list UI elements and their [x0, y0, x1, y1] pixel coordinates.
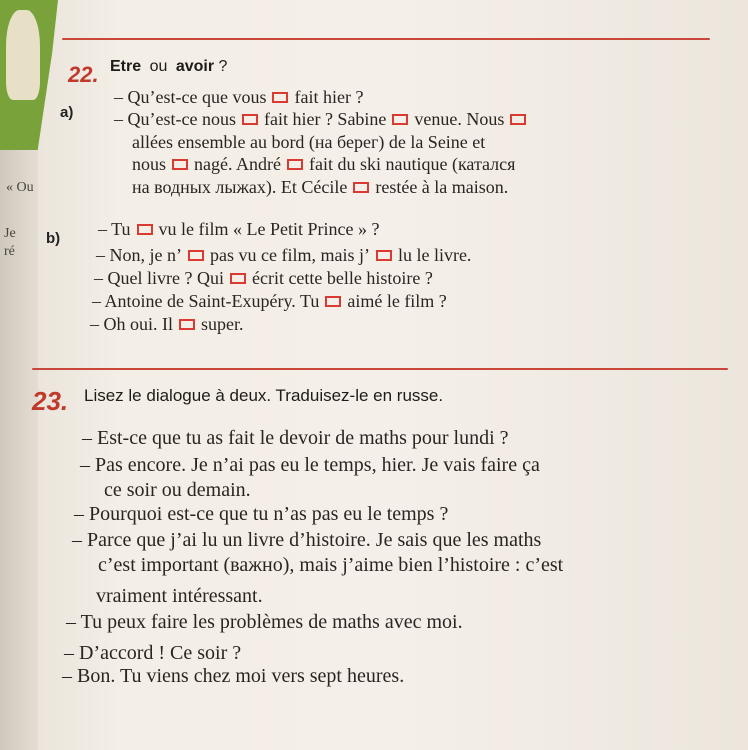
- blank-box[interactable]: [325, 296, 341, 307]
- exercise-line: на водных лыжах). Et Cécile restée à la maison.: [132, 177, 509, 197]
- dialogue-line: – Tu peux faire les problèmes de maths avec moi.: [66, 611, 463, 633]
- dialogue-line: vraiment intéressant.: [96, 585, 263, 607]
- title-word: ou: [149, 58, 168, 75]
- blank-box[interactable]: [242, 114, 258, 125]
- blank-box[interactable]: [510, 114, 526, 125]
- blank-box[interactable]: [137, 224, 153, 235]
- blank-box[interactable]: [353, 182, 369, 193]
- exercise-line: allées ensemble au bord (на берег) de la Seine et: [132, 132, 486, 152]
- blank-box[interactable]: [188, 250, 204, 261]
- title-word: ?: [218, 58, 228, 75]
- title-word: avoir: [175, 58, 215, 75]
- dialogue-line: – Est-ce que tu as fait le devoir de maths pour lundi ?: [82, 427, 509, 449]
- blank-box[interactable]: [272, 92, 288, 103]
- exercise-title: Lisez le dialogue à deux. Traduisez-le en russe.: [84, 386, 444, 405]
- exercise-line: – Qu’est-ce que vous fait hier ?: [114, 87, 364, 107]
- section-divider: [62, 38, 710, 40]
- exercise-title: [110, 58, 227, 76]
- dialogue-line: c’est important (важно), mais j’aime bien l’histoire : c’est: [98, 554, 564, 576]
- section-divider: [32, 368, 728, 370]
- exercise-line: – Tu vu le film « Le Petit Prince » ?: [98, 219, 380, 239]
- blank-box[interactable]: [287, 159, 303, 170]
- blank-box[interactable]: [392, 114, 408, 125]
- exercise-number: 23.: [32, 386, 69, 416]
- dialogue-line: – Bon. Tu viens chez moi vers sept heures.: [62, 665, 405, 687]
- dialogue-line: – Parce que j’ai lu un livre d’histoire. Je sais que les maths: [72, 529, 542, 551]
- blank-box[interactable]: [179, 319, 195, 330]
- dialogue-line: – D’accord ! Ce soir ?: [64, 642, 242, 664]
- dialogue-line: – Pourquoi est-ce que tu n’as pas eu le temps ?: [74, 503, 449, 525]
- part-label: a): [60, 104, 74, 121]
- exercise-line: nous nagé. André fait du ski nautique (катался: [132, 154, 516, 174]
- exercise-line: – Oh oui. Il super.: [90, 314, 244, 334]
- blank-box[interactable]: [230, 273, 246, 284]
- blank-box[interactable]: [376, 250, 392, 261]
- exercise-number: 22.: [68, 62, 99, 87]
- dialogue-line: ce soir ou demain.: [104, 479, 251, 501]
- margin-fragment: « Ou: [6, 180, 34, 195]
- margin-fragment: Je: [4, 226, 16, 241]
- illustration-figure: [6, 10, 40, 100]
- exercise-line: – Quel livre ? Qui écrit cette belle histoire ?: [94, 268, 433, 288]
- blank-box[interactable]: [172, 159, 188, 170]
- exercise-line: – Qu’est-ce nous fait hier ? Sabine venue. Nous: [114, 108, 532, 130]
- title-word: Etre: [110, 58, 142, 75]
- part-label: b): [46, 230, 61, 247]
- exercise-line: – Non, je n’ pas vu ce film, mais j’ lu le livre.: [96, 245, 472, 265]
- dialogue-line: – Pas encore. Je n’ai pas eu le temps, hier. Je vais faire ça: [80, 454, 540, 476]
- margin-fragment: ré: [4, 244, 15, 259]
- exercise-line: – Antoine de Saint-Exupéry. Tu aimé le film ?: [92, 291, 447, 311]
